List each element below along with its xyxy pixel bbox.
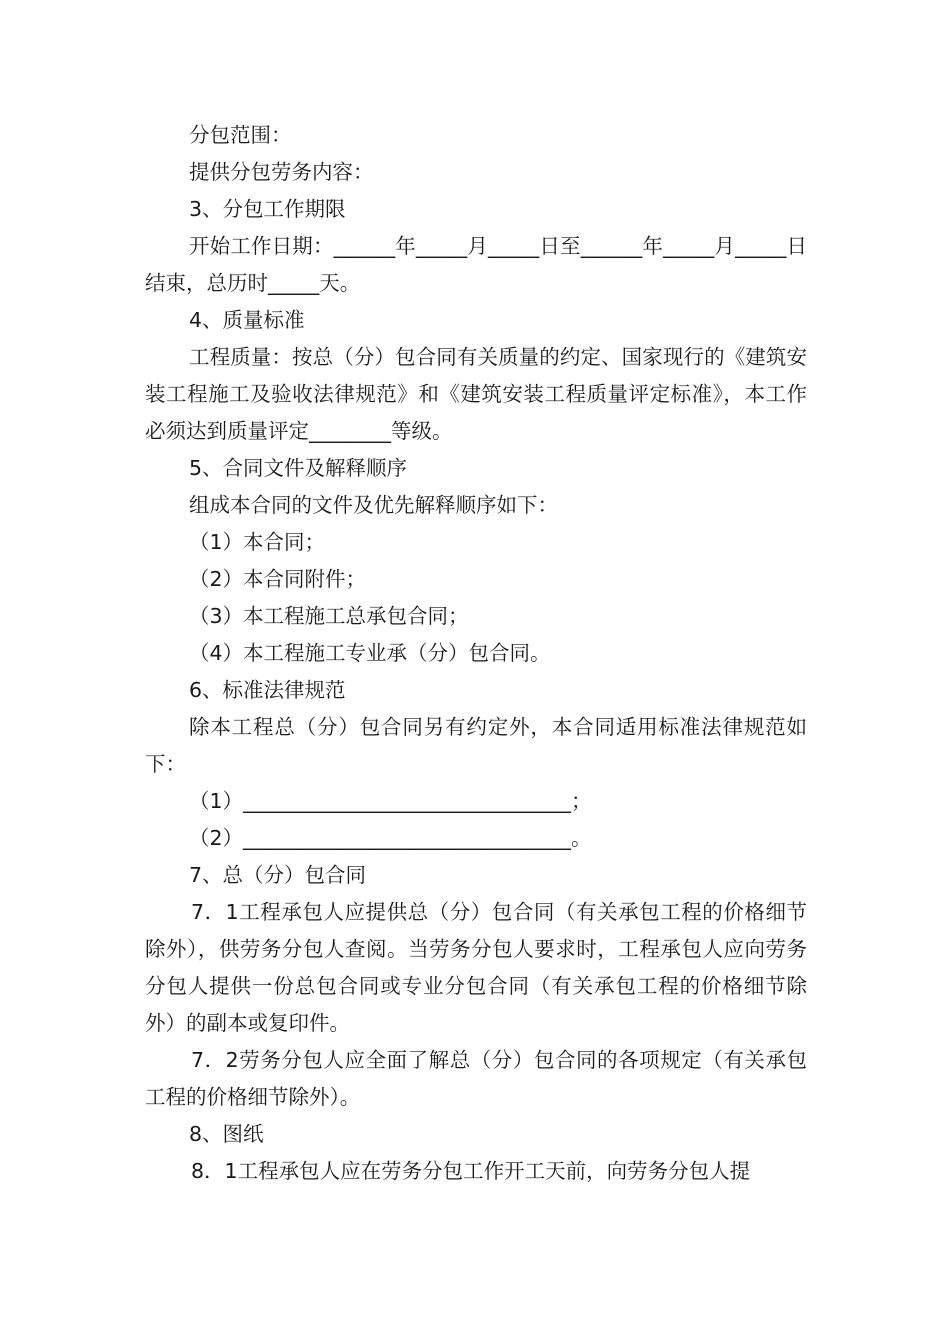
standards-blank-1: （1）________________________________； [189,789,592,813]
list-item-1: （1）本合同； [189,530,326,554]
list-item-2: （2）本合同附件； [189,567,367,591]
paragraph-quality: 工程质量：按总（分）包合同有关质量的约定、国家现行的《建筑安装工程施工及验收法律规范》和《建筑安装工程质量评定标准》，本工作必须达到质量评定________等级。 [145,345,807,443]
heading-contract-documents: 5、合同文件及解释顺序 [189,456,408,480]
heading-general-contract: 7、总（分）包合同 [189,863,367,887]
document-page [145,117,807,1190]
heading-quality-standard: 4、质量标准 [189,308,305,332]
list-item-3: （3）本工程施工总承包合同； [189,604,469,628]
paragraph-7-1: 7．1工程承包人应提供总（分）包合同（有关承包工程的价格细节除外），供劳务分包人查阅。当劳务分包人要求时，工程承包人应向劳务分包人提供一份总包合同或专业分包合同（有关承包工程的价格细节除外）的副本或复印件。 [145,900,807,1035]
heading-drawings: 8、图纸 [189,1122,264,1146]
paragraph-scope: 分包范围： [189,123,292,147]
heading-work-period: 3、分包工作期限 [189,197,346,221]
paragraph-7-2: 7．2劳务分包人应全面了解总（分）包合同的各项规定（有关承包工程的价格细节除外）。 [145,1048,807,1109]
paragraph-standards: 除本工程总（分）包合同另有约定外，本合同适用标准法律规范如下： [145,715,807,776]
heading-standards: 6、标准法律规范 [189,678,346,702]
standards-blank-2: （2）________________________________。 [189,826,592,850]
list-item-4: （4）本工程施工专业承（分）包合同。 [189,641,551,665]
paragraph-8-1: 8．1工程承包人应在劳务分包工作开工天前，向劳务分包人提 [191,1159,751,1183]
paragraph-labor-content: 提供分包劳务内容： [189,160,374,184]
paragraph-start-date: 开始工作日期：______年_____月_____日至______年_____月_____日结束，总历时_____天。 [145,234,807,295]
paragraph-document-order: 组成本合同的文件及优先解释顺序如下： [189,493,558,517]
